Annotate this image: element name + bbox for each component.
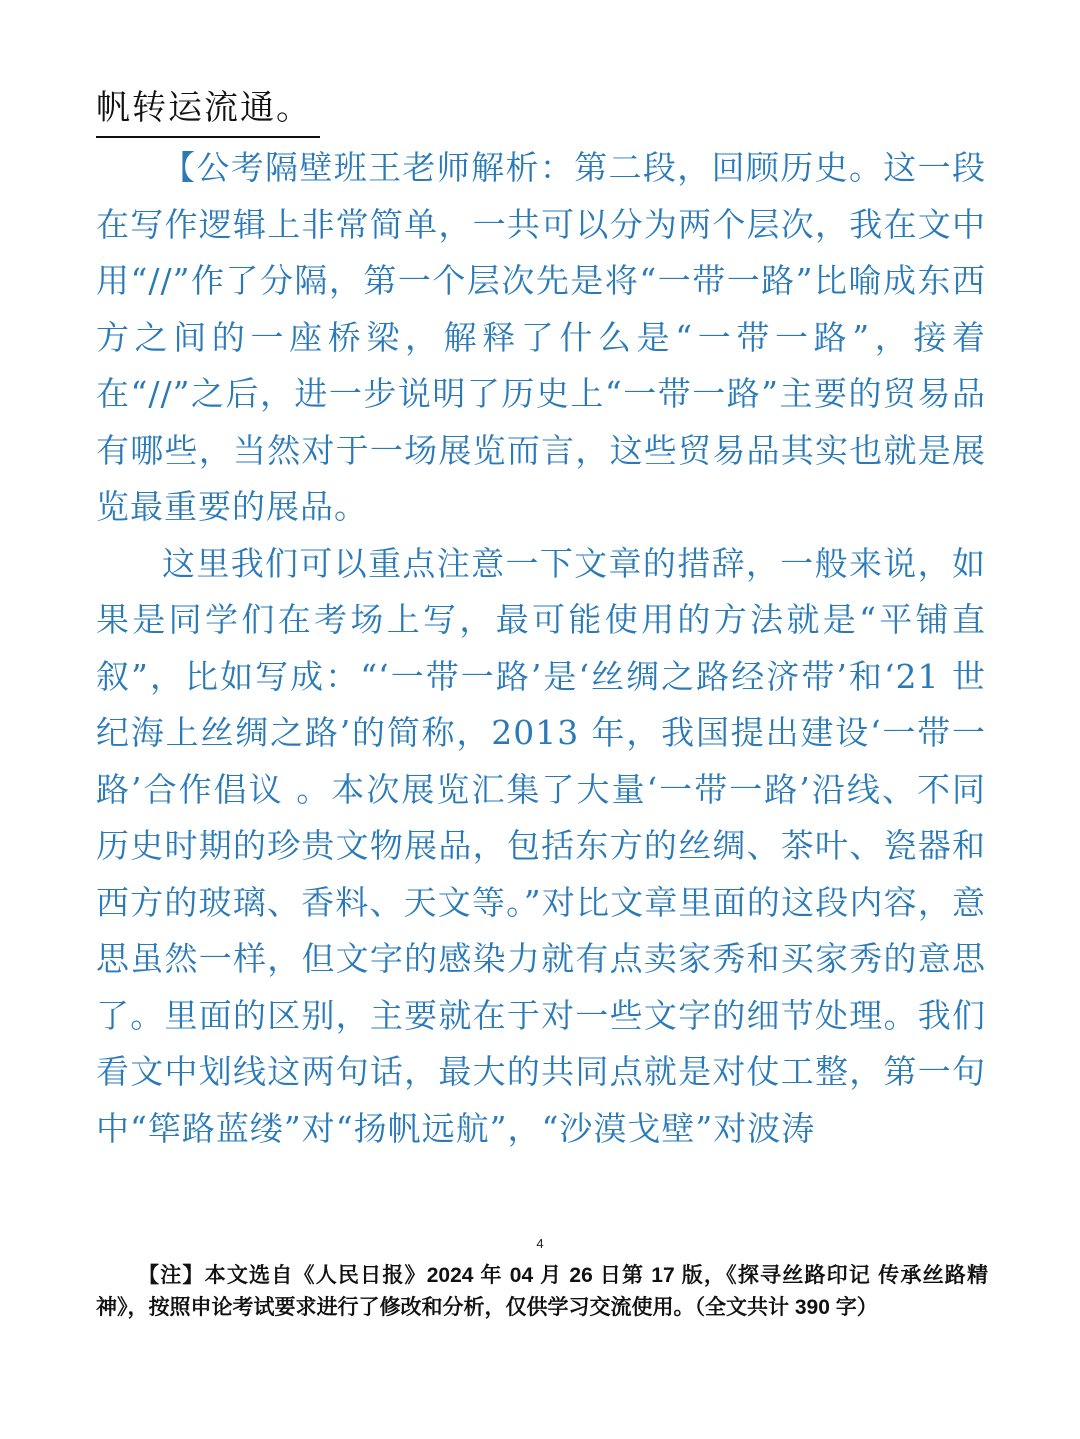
- continued-text-line: [96, 82, 320, 138]
- footnote-text: 【注】本文选自《人民日报》2024 年 04 月 26 日第 17 版，《探寻丝路印记 传承丝路精神》，按照申论考试要求进行了修改和分析，仅供学习交流使用。（全文共计 390 字）: [96, 1264, 988, 1319]
- analysis-paragraph: 【公考隔壁班王老师解析：第二段，回顾历史。这一段在写作逻辑上非常简单，一共可以分为两个层次，我在文中用“//”作了分隔，第一个层次先是将“一带一路”比喻成东西方之间的一座桥梁，解释了什么是“一带一路”，接着在“//”之后，进一步说明了历史上“一带一路”主要的贸易品有哪些，当然对于一场展览而言，这些贸易品其实也就是展览最重要的展品。: [96, 148, 986, 526]
- analysis-paragraph: 这里我们可以重点注意一下文章的措辞，一般来说，如果是同学们在考场上写，最可能使用的方法就是“平铺直叙”，比如写成：“‘一带一路’是‘丝绸之路经济带’和‘21 世纪海上丝绸之路’的简称，2013 年，我国提出建设‘一带一路’合作倡议 。本次展览汇集了大量‘一带一路’沿线、不同历史时期的珍贵文物展品，包括东方的丝绸、茶叶、瓷器和西方的玻璃、香料、天文等。”对比文章里面的这段内容，意思虽然一样，但文字的感染力就有点卖家秀和买家秀的意思了。里面的区别，主要就在于对一些文字的细节处理。我们看文中划线这两句话，最大的共同点就是对仗工整，第一句中“筚路蓝缕”对“扬帆远航”，“沙漠戈壁”对波涛: [96, 543, 986, 1148]
- footnote: [96, 1260, 988, 1324]
- underlined-sentence-fragment: 帆转运流通。: [96, 82, 320, 138]
- analysis-section: [96, 140, 986, 1157]
- page-number: 4: [536, 1236, 544, 1251]
